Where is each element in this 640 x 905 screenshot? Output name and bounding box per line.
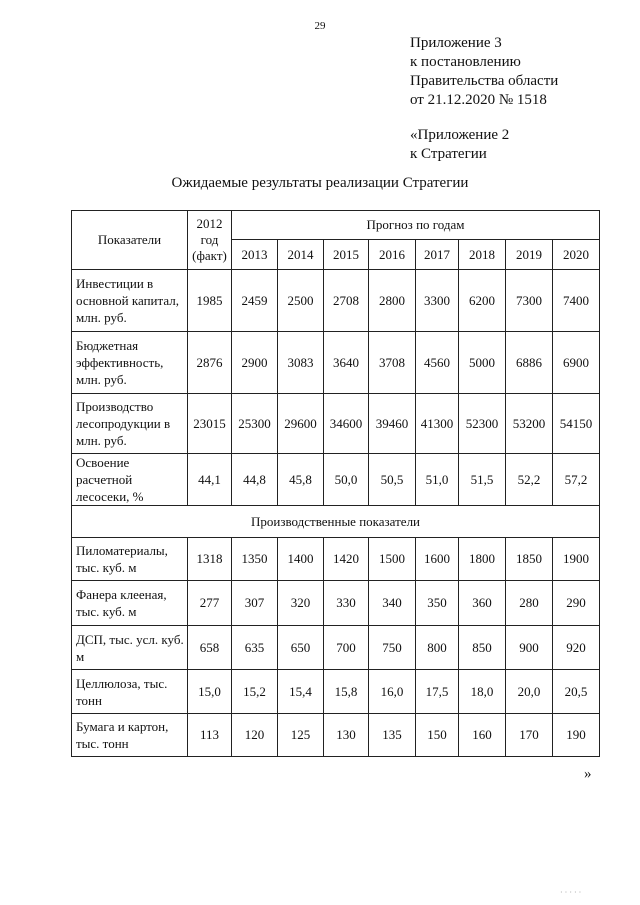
table-cell: 41300: [416, 394, 459, 454]
table-row: [72, 332, 600, 394]
table-cell: 7400: [553, 270, 600, 332]
table-cell: 16,0: [369, 670, 416, 714]
table-cell: 18,0: [459, 670, 506, 714]
table-cell: 1900: [553, 538, 600, 581]
document-title: Ожидаемые результаты реализации Стратегии: [171, 175, 469, 191]
header-indicators: Показатели: [72, 211, 188, 270]
table-cell: 51,5: [459, 454, 506, 506]
row-label: Производство лесопродукции в млн. руб.: [72, 394, 188, 454]
table-cell: 6200: [459, 270, 506, 332]
table-cell: 160: [459, 714, 506, 757]
results-table: [71, 210, 600, 757]
table-cell: 1318: [188, 538, 232, 581]
table-cell: 635: [232, 626, 278, 670]
row-label: Бюджетная эффективность, млн. руб.: [72, 332, 188, 394]
appendix-header-line: от 21.12.2020 № 1518: [410, 92, 547, 108]
table-cell: 1400: [278, 538, 324, 581]
table-row: [72, 538, 600, 581]
header-year: 2019: [506, 240, 553, 270]
table-cell: 6886: [506, 332, 553, 394]
table-cell: 2876: [188, 332, 232, 394]
table-row: [72, 714, 600, 757]
table-cell: 120: [232, 714, 278, 757]
table-cell: 52300: [459, 394, 506, 454]
table-cell: 29600: [278, 394, 324, 454]
strategy-appendix-line: «Приложение 2: [410, 127, 510, 143]
table-cell: 53200: [506, 394, 553, 454]
table-row: [72, 394, 600, 454]
table-cell: 15,0: [188, 670, 232, 714]
table-cell: 2800: [369, 270, 416, 332]
table-row: [72, 670, 600, 714]
header-year: 2020: [553, 240, 600, 270]
section-title: Производственные показатели: [72, 506, 600, 538]
table-cell: 290: [553, 581, 600, 626]
row-label: ДСП, тыс. усл. куб. м: [72, 626, 188, 670]
table-cell: 350: [416, 581, 459, 626]
table-cell: 360: [459, 581, 506, 626]
appendix-header-line: Правительства области: [410, 73, 559, 89]
table-cell: 170: [506, 714, 553, 757]
appendix-header: [410, 34, 630, 110]
table-cell: 50,0: [324, 454, 369, 506]
strategy-appendix-line: к Стратегии: [410, 146, 487, 162]
table-cell: 7300: [506, 270, 553, 332]
table-cell: 800: [416, 626, 459, 670]
table-cell: 2500: [278, 270, 324, 332]
header-year: 2013: [232, 240, 278, 270]
table-cell: 15,4: [278, 670, 324, 714]
table-cell: 23015: [188, 394, 232, 454]
table-cell: 52,2: [506, 454, 553, 506]
row-label: Бумага и картон, тыс. тонн: [72, 714, 188, 757]
table-cell: 50,5: [369, 454, 416, 506]
header-2012-fact: 2012 год (факт): [188, 211, 232, 270]
table-cell: 307: [232, 581, 278, 626]
table-cell: 1800: [459, 538, 506, 581]
table-cell: 17,5: [416, 670, 459, 714]
table-cell: 920: [553, 626, 600, 670]
table-cell: 34600: [324, 394, 369, 454]
appendix-header-line: к постановлению: [410, 54, 521, 70]
table-cell: 1850: [506, 538, 553, 581]
header-year: 2014: [278, 240, 324, 270]
table-cell: 3640: [324, 332, 369, 394]
row-label: Инвестиции в основной капитал, млн. руб.: [72, 270, 188, 332]
table-cell: 15,2: [232, 670, 278, 714]
table-cell: 125: [278, 714, 324, 757]
table-cell: 44,8: [232, 454, 278, 506]
appendix-header-line: Приложение 3: [410, 35, 502, 51]
row-label: Освоение расчетной лесосеки, %: [72, 454, 188, 506]
table-cell: 330: [324, 581, 369, 626]
table-cell: 190: [553, 714, 600, 757]
table-cell: 2708: [324, 270, 369, 332]
table-cell: 51,0: [416, 454, 459, 506]
table-cell: 20,0: [506, 670, 553, 714]
table-cell: 15,8: [324, 670, 369, 714]
table-cell: 2900: [232, 332, 278, 394]
table-cell: 3300: [416, 270, 459, 332]
table-cell: 6900: [553, 332, 600, 394]
section-row: [72, 506, 600, 538]
table-cell: 1600: [416, 538, 459, 581]
table-cell: 39460: [369, 394, 416, 454]
table-cell: 900: [506, 626, 553, 670]
table-cell: 150: [416, 714, 459, 757]
table-cell: 1420: [324, 538, 369, 581]
table-cell: 130: [324, 714, 369, 757]
table-cell: 44,1: [188, 454, 232, 506]
table-cell: 4560: [416, 332, 459, 394]
header-year: 2017: [416, 240, 459, 270]
table-cell: 650: [278, 626, 324, 670]
table-cell: 340: [369, 581, 416, 626]
footer-mark: ·····: [560, 888, 584, 897]
row-label: Фанера клееная, тыс. куб. м: [72, 581, 188, 626]
table-cell: 54150: [553, 394, 600, 454]
row-label: Пиломатериалы, тыс. куб. м: [72, 538, 188, 581]
table-cell: 3083: [278, 332, 324, 394]
table-cell: 1985: [188, 270, 232, 332]
page-number: 29: [314, 20, 326, 32]
table-cell: 1350: [232, 538, 278, 581]
header-forecast: Прогноз по годам: [232, 211, 600, 240]
row-label: Целлюлоза, тыс. тонн: [72, 670, 188, 714]
table-row: [72, 454, 600, 506]
header-year: 2015: [324, 240, 369, 270]
table-row: [72, 626, 600, 670]
table-cell: 2459: [232, 270, 278, 332]
table-row: [72, 581, 600, 626]
closing-quote: »: [584, 766, 592, 782]
table-cell: 5000: [459, 332, 506, 394]
header-year: 2016: [369, 240, 416, 270]
table-cell: 25300: [232, 394, 278, 454]
table-cell: 113: [188, 714, 232, 757]
table-cell: 20,5: [553, 670, 600, 714]
table-cell: 658: [188, 626, 232, 670]
strategy-appendix-header: [410, 126, 509, 164]
table-cell: 277: [188, 581, 232, 626]
table-row: [72, 270, 600, 332]
table-cell: 3708: [369, 332, 416, 394]
header-year: 2018: [459, 240, 506, 270]
table-cell: 1500: [369, 538, 416, 581]
table-cell: 135: [369, 714, 416, 757]
table-cell: 320: [278, 581, 324, 626]
table-cell: 850: [459, 626, 506, 670]
table-cell: 280: [506, 581, 553, 626]
table-cell: 45,8: [278, 454, 324, 506]
table-cell: 750: [369, 626, 416, 670]
table-cell: 700: [324, 626, 369, 670]
table-cell: 57,2: [553, 454, 600, 506]
